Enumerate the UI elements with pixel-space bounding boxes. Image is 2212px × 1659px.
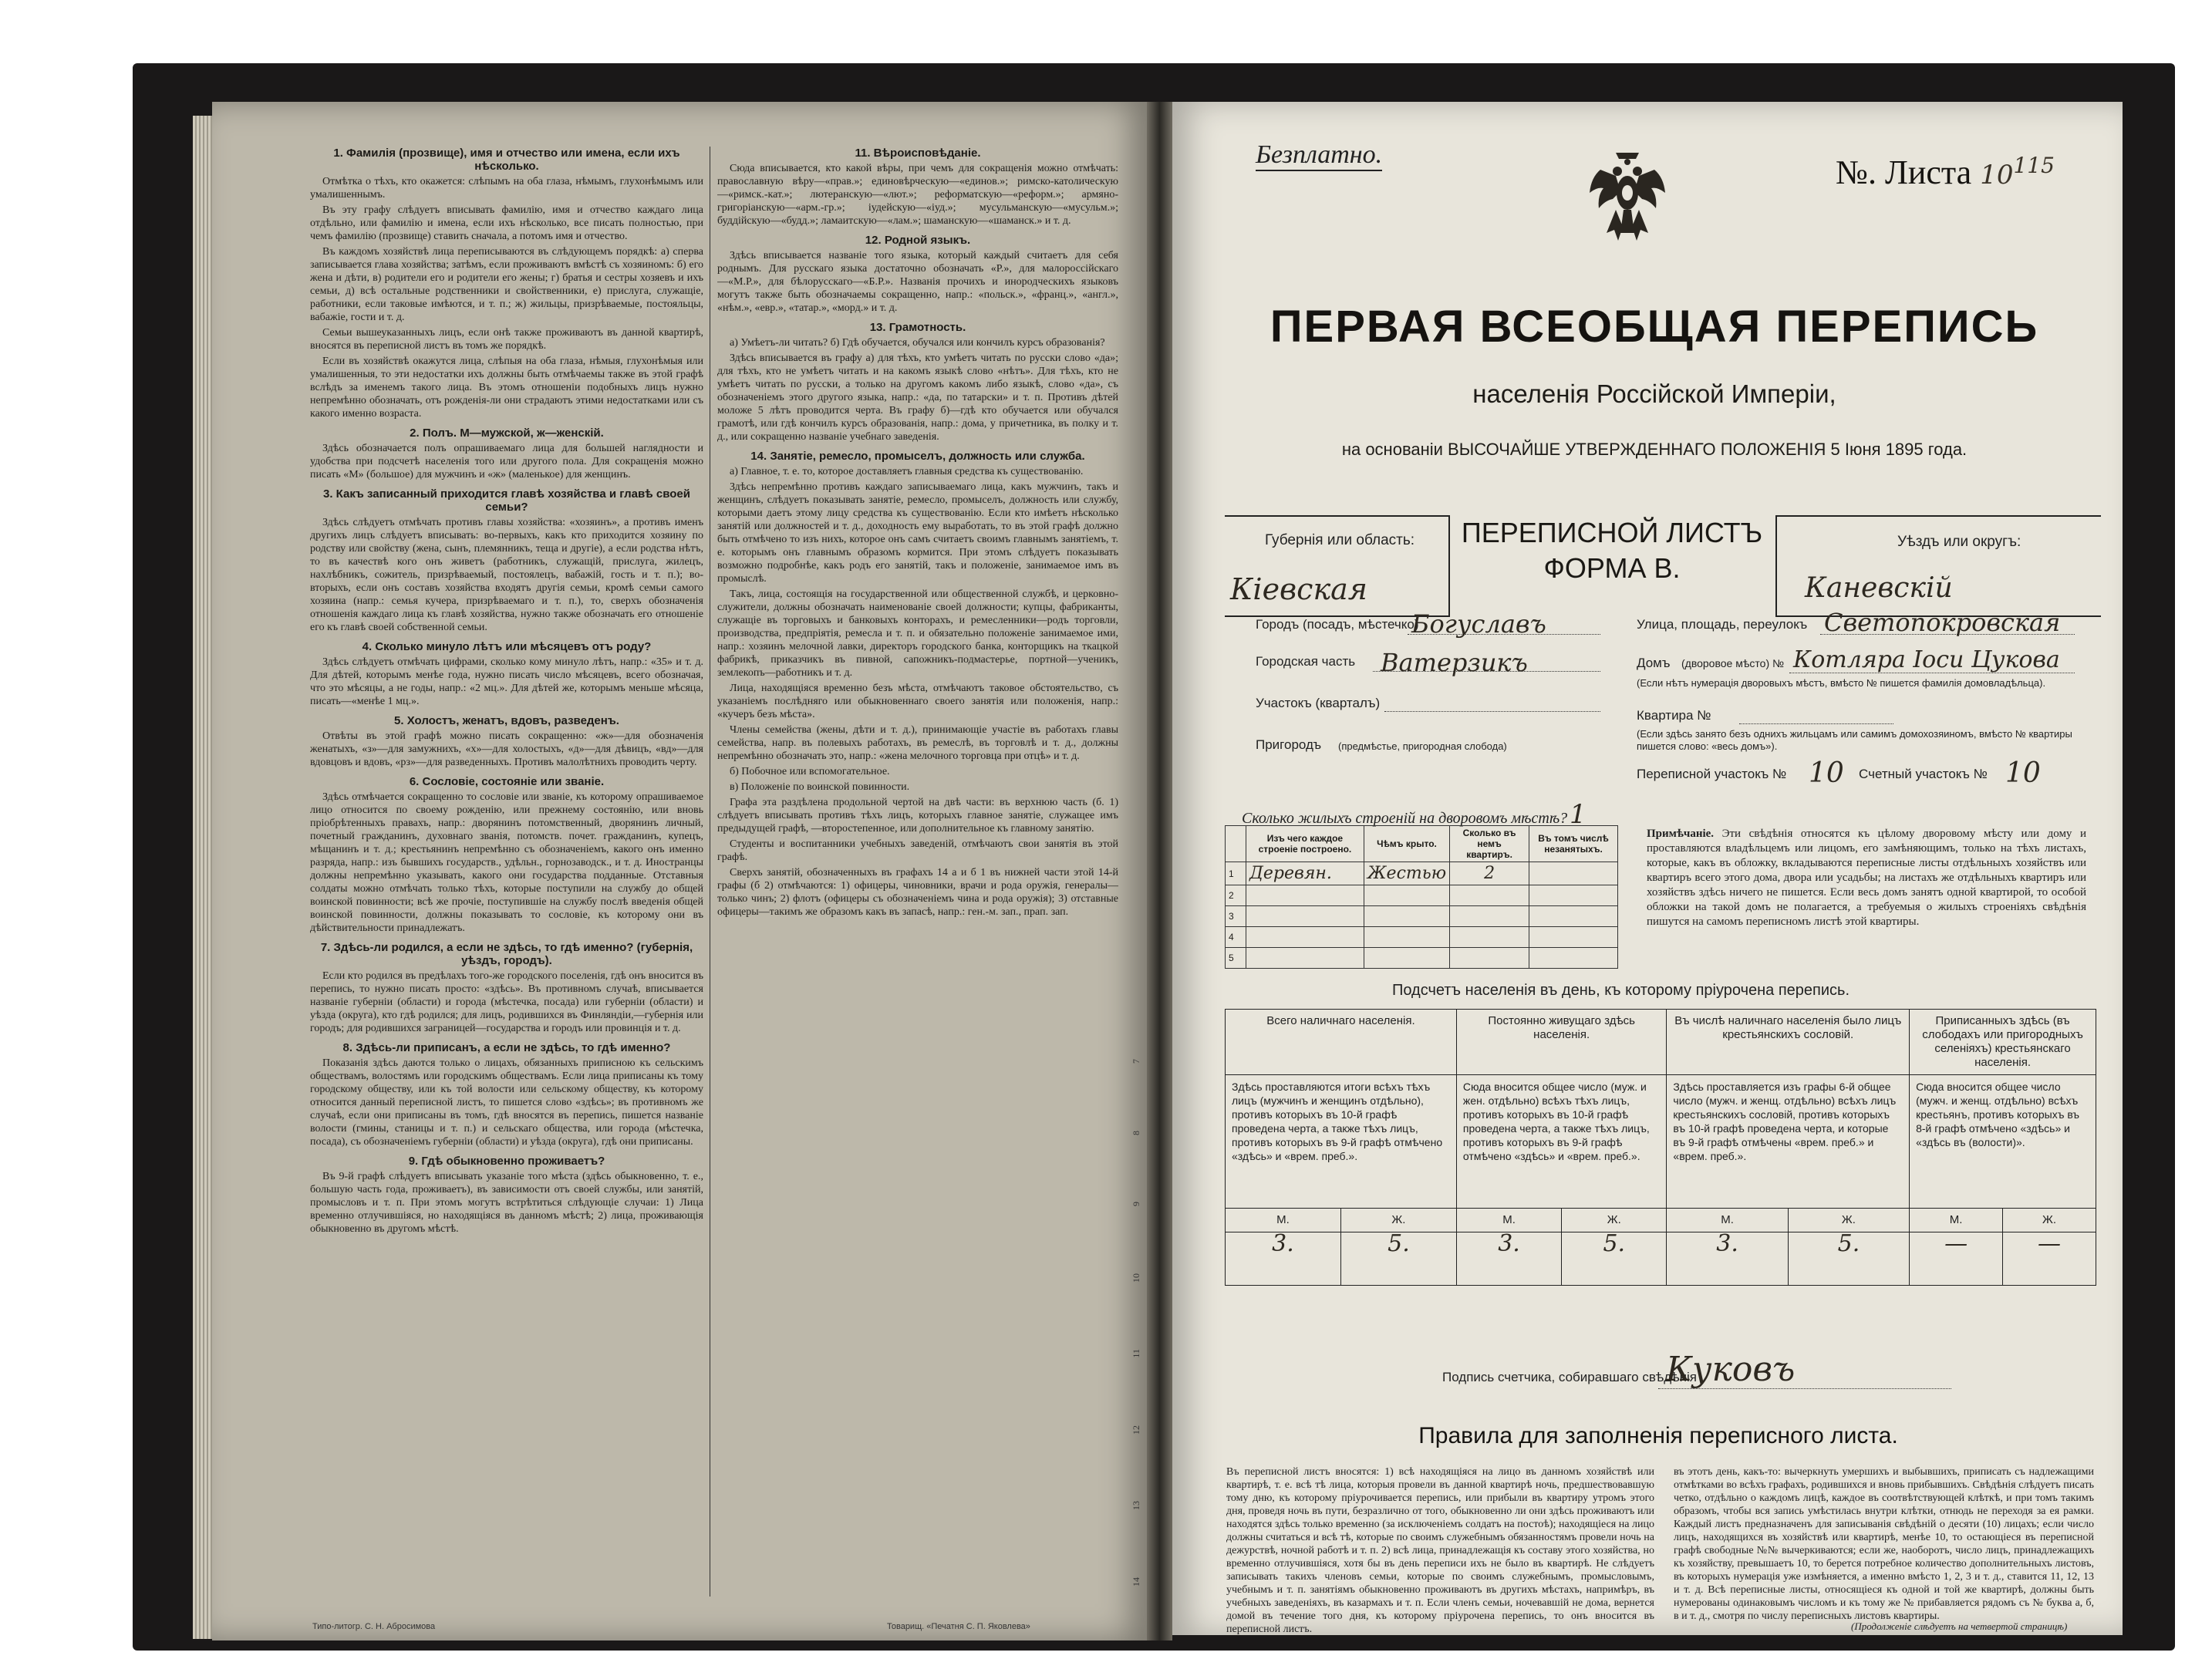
rules-footer: (Продолженіе слѣдуетъ на четвертой страницѣ): [1851, 1620, 2068, 1632]
form-title-line2: ФОРМА В.: [1543, 552, 1681, 584]
section-heading: 1. Фамилія (прозвище), имя и отчество или имена, если ихъ нѣсколько.: [333, 147, 680, 173]
count-header-row: [1226, 1010, 2096, 1075]
buildings-cell-material: Деревян.: [1246, 862, 1364, 885]
imperial-eagle-emblem: [1585, 147, 1670, 255]
buildings-cell-flats: 2: [1450, 862, 1529, 885]
suburb-label: Пригородъ: [1256, 737, 1322, 752]
left-imprint: Типо-литогр. С. Н. Абросимова: [312, 1622, 436, 1631]
flat-label: Квартира №: [1637, 708, 1711, 723]
section-paragraph: Графа эта раздѣлена продольной чертой на двѣ части: въ верхнюю часть (б. 1) слѣдуетъ вписывать противъ тѣхъ лицъ, которыхъ главное занятіе, служащее имъ предыдущей графѣ, —второстепенное, или дополнительное къ главному занятію.: [717, 797, 1118, 835]
census-title: ПЕРВАЯ ВСЕОБЩАЯ ПЕРЕПИСЬ: [1270, 302, 2039, 352]
sheet-number: [1836, 153, 2055, 192]
section-paragraph: Члены семейства (жены, дѣти и т. д.), принимающіе участіе въ работахъ главы семейства, напр. въ полевыхъ работахъ, въ ремеслѣ, въ торговлѣ и т. д., должны непремѣнно обозначать это, напр.: «жена мелочного торговца при отцѣ» и т. д.: [717, 724, 1118, 762]
column-number-label: 11: [1130, 1349, 1141, 1359]
column-number-label: 14: [1130, 1576, 1141, 1587]
count-col-header: Приписанныхъ здѣсь (въ слободахъ или пригородныхъ селеніяхъ) крестьянскаго населенія.: [1910, 1010, 2096, 1075]
section-paragraph: Студенты и воспитанники учебныхъ заведеній, отмѣчаютъ свои занятія въ этой графѣ.: [717, 838, 1118, 863]
buildings-cell-empty: [1529, 862, 1618, 885]
buildings-cell-material: [1246, 906, 1364, 927]
buildings-cell-material: [1246, 927, 1364, 948]
census-subtitle: населенія Россійской Имперіи,: [1472, 379, 1836, 408]
column-number-strip: [1125, 1026, 1148, 1620]
book-gutter: [1147, 102, 1172, 1640]
count-col-description: Здѣсь проставляется изъ графы 6-й общее число (мужч. и женщ. отдѣльно) всѣхъ лицъ крестьянскихъ сословій, противъ которыхъ въ 10-й графѣ проведена черта, и которые въ 9-й графѣ отмѣчены «врем. преб.» и «врем. преб.».: [1667, 1075, 1910, 1209]
count-sex-row: [1226, 1209, 2096, 1232]
section-heading: 5. Холостъ, женатъ, вдовъ, разведенъ.: [394, 714, 619, 727]
section-heading: 8. Здѣсь-ли приписанъ, а если не здѣсь, то гдѣ именно?: [342, 1041, 671, 1054]
count-text-row: [1226, 1075, 2096, 1209]
rules-heading: Правила для заполненія переписного листа.: [1418, 1423, 1898, 1448]
count-heading: Подсчетъ населенія въ день, къ которому пріурочена перепись.: [1392, 982, 1850, 999]
buildings-label: Сколько жилыхъ строеній на дворовомъ мѣстѣ?: [1242, 810, 1568, 827]
buildings-col-roof: Чѣмъ крыто.: [1364, 826, 1449, 862]
count-col-description: Здѣсь проставляются итоги всѣхъ тѣхъ лицъ (мужчинъ и женщинъ отдѣльно), противъ которыхъ въ 10-й графѣ проведена черта, а также тѣхъ лицъ, противъ которыхъ въ 9-й графѣ отмѣчено «здѣсь» и «врем. преб.».: [1226, 1075, 1457, 1209]
section-paragraph: а) Умѣетъ-ли читать? б) Гдѣ обучается, обучался или кончилъ курсъ образованія?: [730, 337, 1105, 349]
female-label: Ж.: [1340, 1209, 1456, 1232]
section-paragraph: Семьи вышеуказанныхъ лицъ, если онѣ также проживаютъ въ данной квартирѣ, вносятся въ переписной листъ въ томъ же порядкѣ.: [310, 327, 703, 352]
buildings-cell-roof: [1364, 948, 1449, 969]
count-value: —: [1910, 1232, 2003, 1286]
column-number-label: 10: [1130, 1273, 1141, 1283]
buildings-table-header: [1226, 826, 1618, 862]
section-paragraph: Въ 9-й графѣ слѣдуетъ вписывать указаніе того мѣста (здѣсь обыкновенно, т. е., большую часть года, проживаетъ), въ зависимости отъ своей службы, или занятій, промысловъ и т. п. При этомъ могутъ встрѣтиться слѣдующіе случаи: 1) Лица временно отлучившіяся, но находящіяся въ данномъ мѣстѣ; 2) лица, проживающія обыкновенно въ другомъ мѣстѣ.: [310, 1171, 703, 1235]
count-value: 5.: [1562, 1232, 1667, 1286]
buildings-row: [1226, 885, 1618, 906]
count-col-description: Сюда вносится общее число (муж. и жен. отдѣльно) всѣхъ тѣхъ лицъ, противъ которыхъ въ 10-й графѣ проведена черта, а также тѣхъ лицъ, противъ которыхъ въ 9-й графѣ отмѣчено «здѣсь» и «врем. преб.».: [1456, 1075, 1667, 1209]
street-label: Улица, площадь, переулокъ: [1637, 617, 1808, 632]
gubernia-value: Кіевская: [1230, 572, 1367, 606]
section-paragraph: а) Главное, т. е. то, которое доставляетъ главныя средства къ существованію.: [730, 466, 1084, 477]
census-decree: на основаніи ВЫСОЧАЙШЕ УТВЕРЖДЕННАГО ПОЛОЖЕНІЯ 5 Іюня 1895 года.: [1341, 440, 1968, 459]
count-value: 3.: [1667, 1232, 1788, 1286]
census-section-label: Переписной участокъ №: [1637, 767, 1787, 781]
section-paragraph: Сюда вписывается, кто какой вѣры, при чемъ для сокращенія можно отмѣчать: православную вѣру—«прав.»; единовѣрческую—«единов.»; римско-католическую—«римск.-кат.»; лютеранскую—«лют.»; реформатскую—«реформ.»; армяно-григоріанскую—«арм.-гр.»; іудейскую—«іуд.»; мусульманскую—«мусульм.»; буддійскую—«будд.»; ламаитскую—«лам.»; шаманскую—«шаманск.» и т. д.: [717, 163, 1118, 227]
section-heading: 4. Сколько минуло лѣтъ или мѣсяцевъ отъ роду?: [362, 640, 652, 653]
buildings-row: [1226, 862, 1618, 885]
section-paragraph: Здѣсь обозначается полъ опрашиваемаго лица для большей наглядности и удобства при подсчетѣ населенія того или другого пола. Для сокращенія можно писать «М» (большое) для мужчинъ и «ж» (маленькое) для женщинъ.: [310, 443, 703, 481]
street-value: Светопокровская: [1824, 608, 2061, 637]
free-label: Безплатно.: [1256, 140, 1382, 171]
section-paragraph: б) Побочное или вспомогательное.: [730, 766, 890, 777]
house-note: (дворовое мѣсто) №: [1681, 657, 1785, 669]
sheet-number-value: 10: [1980, 160, 2014, 191]
city-part-value: Ватерзикъ: [1381, 648, 1528, 677]
count-col-header: Постоянно живущаго здѣсь населенія.: [1456, 1010, 1667, 1075]
section-paragraph: Здѣсь слѣдуетъ отмѣчать противъ главы хозяйства: «хозяинъ», а противъ именъ другихъ лицъ слѣдуетъ вписывать: во-первыхъ, какъ кто приходится хозяину по родству или свойству (жена, сынъ, племянникъ, теща и другіе), а если родства нѣтъ, то въ качествѣ кого онъ живетъ (работникъ, служащій, прислуга, жилецъ, нахлѣбникъ, сожитель, призрѣваемый, постоялецъ, вабажій, гость и т. п.); во-вторыхъ, если онъ составъ хозяйства входятъ другія семьи, кромѣ семьи самого хозяина (напр.: семья кучера, призрѣваемаго и т. п.), то, сверхъ обозначенія отношенія каждаго лица къ главѣ хозяйства, нужно также обозначать его отношеніе его къ главѣ своей собственной семьи.: [310, 517, 703, 633]
buildings-col-flats: Сколько въ немъ квартиръ.: [1450, 826, 1529, 862]
buildings-cell-flats: [1450, 885, 1529, 906]
count-value: 3.: [1226, 1232, 1341, 1286]
count-value: 5.: [1788, 1232, 1909, 1286]
buildings-row: [1226, 906, 1618, 927]
buildings-cell-empty: [1529, 948, 1618, 969]
city-part-label: Городская часть: [1256, 654, 1356, 669]
city-value: Богуславъ: [1411, 609, 1546, 639]
buildings-cell-roof: [1364, 885, 1449, 906]
instructions-column-1: [310, 140, 703, 1629]
uezd-value: Каневскій: [1805, 572, 1953, 604]
buildings-cell-flats: [1450, 948, 1529, 969]
rules-column-2: въ этотъ день, какъ-то: вычеркнуть умершихъ и выбывшихъ, приписать съ надлежащими отмѣтками во всѣхъ графахъ, родившихся и вновь прибывшихъ. Свѣдѣнія слѣдуетъ писать четко, отдѣльно о каждомъ лицѣ, каждое въ соотвѣтствующей клѣткѣ, и при томъ такимъ образомъ, чтобы вся запись умѣстилась внутри клѣтки, отнюдь не переходя за ея рамки. Каждый листъ предназначенъ для записыванія свѣдѣній о десяти (10) лицахъ; если число лицъ, находящихся въ хозяйствѣ или квартирѣ, менѣе 10, то остающіеся въ переписной графѣ свободные №№ вычеркиваются; если же, наоборотъ, число лицъ, принадлежащихъ къ хозяйству, превышаетъ 10, то берется потребное количество дополнительныхъ листовъ, въ которыхъ нумерація уже измѣняется, а именно вмѣсто 1, 2, 3 и т. д., ставится 11, 12, 13 и т. д. Всѣ переписные листы, относящіеся къ одной и той же квартирѣ, должны быть нумерованы одинаковымъ числомъ и къ тому же № прибавляется рядомъ съ № буква а, б, в и т. д., смотря по числу переписныхъ листовъ квартиры.: [1674, 1466, 2094, 1622]
section-paragraph: Если кто родился въ предѣлахъ того-же городского поселенія, гдѣ онъ вносится въ перепись, то нужно писать просто: «здѣсь». Въ противномъ случаѣ, вписывается названіе губерніи (области) и города (мѣстечка, посада) или губерніи (области) и уѣзда (округа), кто гдѣ родился; для лицъ, родившихся въ Финляндіи,—губернія или городъ; для родившихся заграницей—государства и городъ или провинція и т. д.: [310, 970, 703, 1034]
section-paragraph: Въ эту графу слѣдуетъ вписывать фамилію, имя и отчество каждаго лица отдѣльно, или фамилію и имена, если ихъ нѣсколько, все писать полностью, при чемъ фамилію (прозвище) ставить сначала, а потомъ имя и отчество.: [310, 204, 703, 242]
count-value: 3.: [1456, 1232, 1561, 1286]
section-heading: 14. Занятіе, ремесло, промыселъ, должность или служба.: [750, 450, 1085, 463]
section-paragraph: Сверхъ занятій, обозначенныхъ въ графахъ 14 а и б 1 въ нижней части этой 14-й графы (б 2) отмѣчаются: 1) офицеры, чиновники, врачи и рода оружія, генералы—только чинъ; 2) флотъ (офицеры съ обозначеніемъ чина и рода оружія); 3) отставные офицеры—такимъ же образомъ какъ въ запасѣ, напр.: ген.-м. зап., прап. зап.: [717, 867, 1118, 918]
buildings-cell-material: [1246, 885, 1364, 906]
female-label: Ж.: [1788, 1209, 1909, 1232]
section-paragraph: Въ каждомъ хозяйствѣ лица переписываются въ слѣдующемъ порядкѣ: а) сперва записывается глава хозяйства; затѣмъ, если проживаютъ вмѣстѣ съ хозяиномъ: б) его жена и дѣти, в) родители его и родители его жены; г) братья и сестры хозяевъ и ихъ семьи, д) всѣ остальные родственники и свойственники, е) прислуга, служащіе, работники, если таковые имѣются, и т. п.; ж) жильцы, призрѣваемые, постояльцы, вабажіе, гости и т. д.: [310, 246, 703, 323]
male-label: М.: [1456, 1209, 1561, 1232]
flat-line: [1739, 723, 1893, 724]
buildings-cell-n: 2: [1226, 885, 1246, 906]
form-title: [1450, 515, 1774, 586]
note-text: Эти свѣдѣнія относятся къ цѣлому дворовому мѣсту или дому и проставляются владѣльцемъ или лицомъ, его замѣняющимъ, только на тѣхъ листахъ, которые, какъ въ обложку, вкладываются переписные листы отдѣльныхъ хозяйствъ или квартиръ всего этого дома, двора или усадьбы; на листахъ же отдѣльныхъ квартиръ или хозяйствъ здѣсь ничего не пишется. Если весь домъ занятъ одной квартирой, то особой обложки на такой домъ не полагается, а требуемыя о жилыхъ строеніяхъ свѣдѣнія пишутся на самомъ переписномъ листѣ этой квартиры.: [1647, 828, 2086, 928]
district-label: Участокъ (кварталъ): [1256, 696, 1381, 710]
buildings-cell-n: 1: [1226, 862, 1246, 885]
population-count-table: [1225, 1009, 2096, 1286]
male-label: М.: [1910, 1209, 2003, 1232]
counting-section-value: 10: [2005, 757, 2041, 789]
buildings-cell-empty: [1529, 885, 1618, 906]
section-paragraph: Здѣсь вписывается названіе того языка, который каждый считаетъ для себя роднымъ. Для русскаго языка достаточно обозначать «Р.», для малороссійскаго—«М.Р.», для бѣлорусскаго—«Б.Р.». Названія прочихъ и инородческихъ языковъ могутъ также быть обозначаемы сокращенно, напр.: «польск.», «франц.», «англ.», «нѣм.», «евр.», «татар.», «морд.» и т. д.: [717, 250, 1118, 314]
section-paragraph: Отмѣтка о тѣхъ, кто окажется: слѣпымъ на оба глаза, нѣмымъ, глухонѣмымъ или умалишеннымъ.: [310, 176, 703, 201]
buildings-note: [1647, 827, 2086, 929]
section-heading: 3. Какъ записанный приходится главѣ хозяйства и главѣ своей семьи?: [323, 487, 690, 514]
instructions-column-2: [717, 140, 1118, 1629]
section-paragraph: Если въ хозяйствѣ окажутся лица, слѣпыя на оба глаза, нѣмыя, глухонѣмыя или умалишенныя, то эти недостатки ихъ должны быть отмѣчаемы также въ этой графѣ вслѣдъ за именемъ такого лица. Въ этомъ отношеніи подобныхъ лицъ нужно непремѣнно обозначать, отъ рожденія-ли они страдаютъ этими недостатками или съ какого именно возраста.: [310, 356, 703, 420]
column-number-label: 13: [1130, 1501, 1141, 1511]
section-paragraph: Здѣсь слѣдуетъ отмѣчать цифрами, сколько кому минуло лѣтъ, напр.: «35» и т. д. Для дѣтей, которымъ менѣе года, нужно писать число мѣсяцевъ, всего обозначая, что это мѣсяцы, а не годы, напр.: «2 мц.». Для дѣтей же, которымъ меньше мѣсяца, писать—«менѣе 1 мц.».: [310, 656, 703, 707]
section-heading: 6. Сословіе, состояніе или званіе.: [409, 775, 605, 788]
sheet-number-extra: 115: [2013, 153, 2055, 178]
buildings-cell-flats: [1450, 927, 1529, 948]
sheet-number-label: №. Листа: [1836, 153, 1972, 191]
male-label: М.: [1667, 1209, 1788, 1232]
section-paragraph: Здѣсь отмѣчается сокращенно то сословіе или званіе, къ которому опрашиваемое лицо относится по своему рожденію, или прежнему состоянію, или вновь пріобрѣтенныхъ правахъ, напр.: дворянинъ потомственный, дворянинъ личный, почетный гражданинъ, духовнаго званія, потомств. почет. гражданинъ, купецъ, мѣщанинъ и т. д.; крестьянинъ непремѣнно съ обозначеніемъ, какого онъ именно разряда, напр.: изъ бывшихъ государств., удѣльн., горнозаводск., и т. д. Иностранцы должны непремѣнно указывать, какого они государства подданные. Отставныя солдаты можно отмѣчать только тѣхъ, которые поступили на службу до общей воинской повинности; всѣ же прочіе, поступившіе на службу послѣ введенія общей воинской повинности, должны показывать то сословіе, къ которому они въ дѣйствительности принадлежатъ.: [310, 791, 703, 934]
column-number-label: 12: [1130, 1425, 1141, 1435]
section-heading: 9. Гдѣ обыкновенно проживаетъ?: [408, 1155, 605, 1168]
buildings-cell-roof: Жестью: [1364, 862, 1449, 885]
right-imprint: Товарищ. «Печатня С. П. Яковлева»: [887, 1622, 1030, 1631]
section-heading: 13. Грамотность.: [869, 321, 966, 334]
buildings-cell-n: 5: [1226, 948, 1246, 969]
female-label: Ж.: [2003, 1209, 2096, 1232]
male-label: М.: [1226, 1209, 1341, 1232]
uezd-label: Уѣздъ или округъ:: [1897, 534, 2021, 550]
buildings-cell-empty: [1529, 927, 1618, 948]
signature-value: Куковъ: [1666, 1350, 1796, 1389]
count-col-header: Въ числѣ наличнаго населенія было лицъ крестьянскихъ сословій.: [1667, 1010, 1910, 1075]
section-paragraph: Лица, находящіяся временно безъ мѣста, отмѣчаютъ таковое обстоятельство, съ указаніемъ послѣдняго или обыкновеннаго своего занятія или положенія, напр.: «кучеръ безъ мѣста».: [717, 683, 1118, 720]
district-line: [1384, 711, 1600, 712]
section-paragraph: Отвѣты въ этой графѣ можно писать сокращенно: «ж»—для обозначенія женатыхъ, «з»—для замужнихъ, «х»—для холостыхъ, «д»—для дѣвицъ, «вд»—для вдовцовъ и вдовъ, «рз»—для разведенныхъ. Противъ малолѣтнихъ проводить черту.: [310, 730, 703, 768]
buildings-row: [1226, 948, 1618, 969]
gubernia-label: Губернія или область:: [1265, 532, 1415, 548]
note-title: Примѣчаніе.: [1647, 828, 1715, 840]
buildings-cell-n: 4: [1226, 927, 1246, 948]
census-section-value: 10: [1809, 757, 1844, 789]
flat-note: (Если здѣсь занято безъ однихъ жильцамъ или самимъ домохозяиномъ, вмѣсто № квартиры пишется слово: «весь домъ»).: [1637, 728, 2072, 752]
section-heading: 7. Здѣсь-ли родился, а если не здѣсь, то гдѣ именно? (губернія, уѣздъ, городъ).: [320, 941, 693, 967]
buildings-cell-roof: [1364, 927, 1449, 948]
buildings-cell-material: [1246, 948, 1364, 969]
buildings-cell-empty: [1529, 906, 1618, 927]
signature-line: [1658, 1388, 1951, 1389]
section-paragraph: Здѣсь непремѣнно противъ каждаго записываемаго лица, какъ мужчинъ, такъ и женщинъ, слѣдуетъ показывать занятіе, ремесло, промыселъ, должность или службу, которыми даетъ этому лицу средства къ существованію. Если кто имѣетъ нѣсколько занятій или должностей и т. д., доходность ему выработать, то въ этой графѣ должно быть отмѣчено то изъ нихъ, которое онъ самъ считаетъ своимъ главнымъ занятіемъ, т. е. которымъ онъ главнымъ образомъ кормится. При этомъ слѣдуетъ показывать возможно подробнѣе, какъ родъ его занятій, такъ и положеніе, занимаемое имъ въ промыслѣ.: [717, 481, 1118, 585]
buildings-col-empty: Въ томъ числѣ незанятыхъ.: [1529, 826, 1618, 862]
rules-column-1: Въ переписной листъ вносятся: 1) всѣ находящіяся на лицо въ данномъ хозяйствѣ или квартирѣ, т. е. всѣ тѣ лица, которыя провели въ данной квартирѣ ночь, предшествовавшую тому дню, къ которому пріурочивается перепись, или прибыли въ квартиру утромъ этого дня, проведя ночь въ пути, безразлично от того, обыкновенно ли они здѣсь проживаютъ или находятся здѣсь только временно (за исключеніемъ солдатъ на постоѣ); находящіеся на лицо должны считаться и всѣ тѣ, которые по своимъ служебнымъ обязанностямъ провели ночь на дежурствѣ, ночной работѣ и т. п. 2) всѣ лица, принадлежащія къ составу этого хозяйства, но временно отлучившіяся, хотя бы въ день переписи ихъ не было въ квартирѣ. Не слѣдуетъ записывать такихъ членовъ семьи, которые по своимъ служебнымъ, промысловымъ, учебнымъ и т. п. занятіямъ обыкновенно проживаютъ въ другихъ мѣстахъ, напримѣръ, въ учебныхъ заведеніяхъ, въ казармахъ и т. п. Если членъ семьи, ночевавшій не дома, вернется домой въ течение того дня, къ которому пріурочена перепись, то онъ вносится въ переписной листъ.: [1226, 1466, 1654, 1635]
suburb-note: (предмѣстье, пригородная слобода): [1338, 740, 1507, 752]
section-paragraph: Показанія здѣсь даются только о лицахъ, обязанныхъ приписною къ сельскимъ обществамъ, волостямъ или городскимъ обществамъ. Если лица приписаны къ тому городскому обществу, или къ той волости или сельскому обществу, къ которому относится данный переписной листъ, то пишется слово «здѣсь»; въ противномъ же случаѣ, если они приписаны въ томъ, гдѣ вносятся въ перепись, пишется названіе волости (гмины, станицы и т. п.) и сельскаго общества, или города (мѣстечка, посада), съ обозначеніемъ губерніи (области) и уѣзда (округа), гдѣ они приписаны.: [310, 1057, 703, 1148]
section-paragraph: Здѣсь вписывается въ графу а) для тѣхъ, кто умѣетъ читать по русски слово «да»; для тѣхъ, кто не умѣетъ читать и на какомъ языкѣ слово «нѣтъ». Для тѣхъ, кто не умѣетъ читать по русски, а только на другомъ какомъ либо языкѣ, слово «да», съ обозначеніемъ этого другого языка, напр.: «да, по татарски» и т. п. Противъ дѣтей моложе 5 лѣтъ проводится черта. Въ графу б)—гдѣ кто обучается или обучался грамотѣ, или гдѣ кончилъ курсъ образованія, напр.: дома, у причетника, въ полку и т. д., или сокращенно названіе учебнаго заведенія.: [717, 352, 1118, 443]
city-label: Городъ (посадъ, мѣстечко): [1256, 617, 1419, 632]
section-heading: 2. Полъ. М—мужской, ж—женскій.: [410, 427, 604, 440]
section-heading: 12. Родной языкъ.: [865, 234, 971, 247]
form-title-line1: ПЕРЕПИСНОЙ ЛИСТЪ: [1461, 517, 1763, 548]
buildings-table: [1225, 825, 1618, 969]
buildings-row: [1226, 927, 1618, 948]
counting-section-label: Счетный участокъ №: [1859, 767, 1988, 781]
column-number-label: 8: [1130, 1130, 1141, 1135]
buildings-value: 1: [1570, 799, 1587, 830]
buildings-cell-flats: [1450, 906, 1529, 927]
female-label: Ж.: [1562, 1209, 1667, 1232]
section-paragraph: в) Положеніе по воинской повинности.: [730, 781, 910, 793]
house-label: Домъ: [1637, 656, 1671, 670]
buildings-cell-roof: [1364, 906, 1449, 927]
house-value: Котляра Іоси Цукова: [1793, 646, 2060, 673]
signature-label: Подпись счетчика, собиравшаго свѣдѣнія: [1442, 1370, 1697, 1384]
column-number-label: 7: [1130, 1059, 1141, 1064]
count-value: —: [2003, 1232, 2096, 1286]
column-number-label: 9: [1130, 1202, 1141, 1207]
count-value-row: [1226, 1232, 2096, 1286]
section-paragraph: Такъ, лица, состоящія на государственной или общественной службѣ, и церковно-служители, должны обозначать наименованіе своей должности; купцы, фабриканты, служащіе въ торговыхъ и банковыхъ конторахъ, и ремесленники—родъ торговли, производства, предпріятія, ремесла и т. п. и обязательно положеніе занимаемое ими, напр.: хозяинъ мелочной лавки, директоръ городского банка, конторщикъ на ткацкой фабрикѣ, приказчикъ въ пивной, сапожникъ-подмастерье, портной—ученикъ, землекопъ—работникъ и т. д.: [717, 588, 1118, 679]
house-note-2: (Если нѣтъ нумерація дворовыхъ мѣстъ, вмѣсто № пишется фамилія домовладѣльца).: [1637, 677, 2046, 689]
count-col-header: Всего наличнаго населенія.: [1226, 1010, 1457, 1075]
count-col-description: Сюда вносится общее число (мужч. и женщ. отдѣльно) всѣхъ крестьянъ, противъ которыхъ въ 8-й графѣ отмѣчено «здѣсь» и «здѣсь въ (волости)».: [1910, 1075, 2096, 1209]
count-value: 5.: [1340, 1232, 1456, 1286]
buildings-col-material: Изъ чего каждое строеніе построено.: [1246, 826, 1364, 862]
buildings-cell-n: 3: [1226, 906, 1246, 927]
buildings-col-num: [1226, 826, 1246, 862]
section-heading: 11. Вѣроисповѣданіе.: [855, 147, 981, 160]
